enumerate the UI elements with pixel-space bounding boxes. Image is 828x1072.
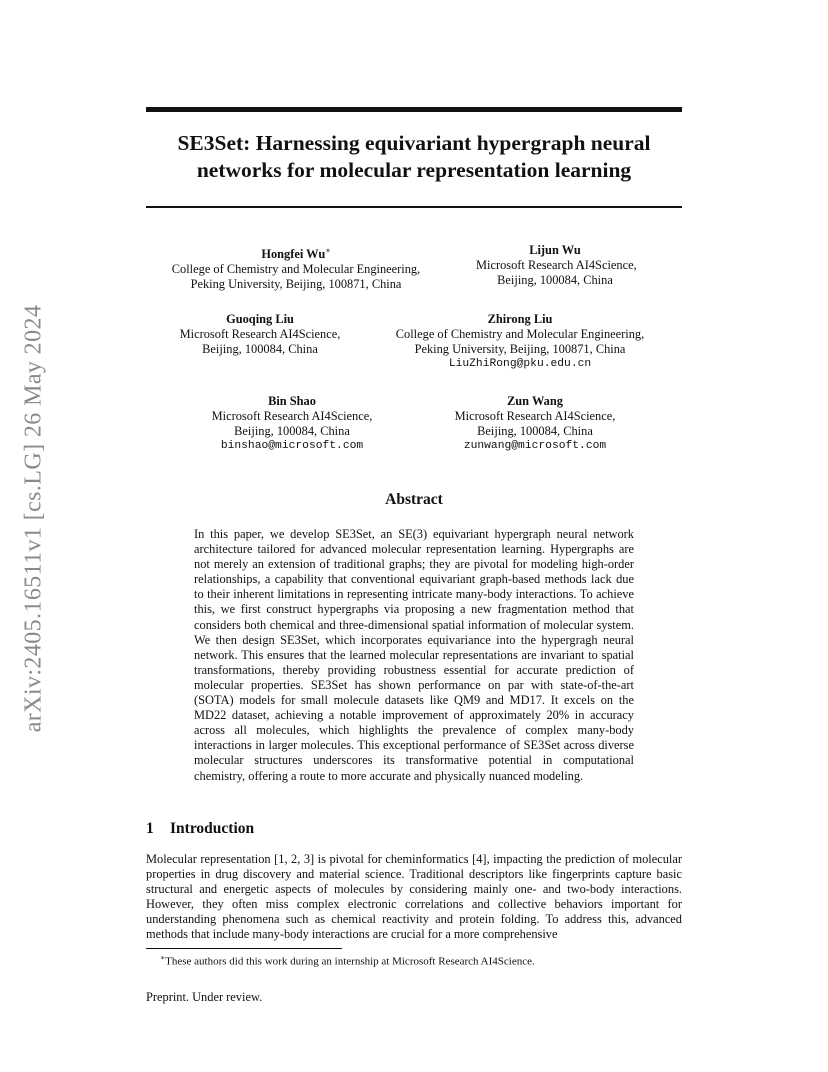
section-number: 1 — [146, 820, 154, 837]
section-heading — [146, 819, 682, 839]
author-block — [200, 394, 384, 454]
author-affiliation: Peking University, Beijing, 100871, China — [190, 277, 402, 292]
author-name: Zhirong Liu — [487, 312, 553, 326]
author-name: Lijun Wu — [529, 243, 581, 257]
author-affiliation: Beijing, 100084, China — [477, 424, 593, 438]
author-block — [444, 394, 626, 454]
footnote — [160, 951, 680, 969]
author-affiliation: Microsoft Research AI4Science, — [211, 409, 373, 423]
introduction-text: Molecular representation [1, 2, 3] is pivotal for cheminformatics [4], impacting the prediction of molecular properties in drug discovery and material science. Traditional descriptors like fingerprints capture basic structural and energetic aspects of molecules by considering mainly one- and two-body interactions. However, they often miss complex electronic correlations and collective behaviors important for understanding phenomena such as chemical reactivity and protein folding. To address this, advanced methods that include many-body interactions are crucial for a more comprehensive — [146, 852, 682, 942]
paper-title: SE3Set: Harnessing equivariant hypergraph neural networks for molecular representation learning — [177, 131, 651, 182]
author-affiliation: Peking University, Beijing, 100871, China — [414, 342, 626, 356]
author-affiliation: Beijing, 100084, China — [234, 424, 350, 438]
title-bottom-rule — [146, 206, 682, 208]
footnote-mark: ∗ — [160, 953, 166, 962]
author-block — [476, 243, 637, 288]
author-affiliation: Microsoft Research AI4Science, — [179, 327, 341, 341]
footnote-rule — [146, 948, 342, 949]
author-name: Guoqing Liu — [226, 312, 294, 326]
preprint-note: Preprint. Under review. — [146, 990, 263, 1004]
arxiv-side-stamp — [14, 276, 54, 760]
title-top-rule — [146, 107, 682, 112]
author-email: zunwang@microsoft.com — [463, 440, 607, 452]
author-affiliation: Microsoft Research AI4Science, — [476, 258, 637, 272]
arxiv-identifier: arXiv:2405.16511v1 [cs.LG] 26 May 2024 — [20, 304, 47, 732]
author-name: Zun Wang — [507, 394, 563, 408]
author-affiliation: Beijing, 100084, China — [202, 342, 318, 356]
author-affiliation: Beijing, 100084, China — [497, 273, 613, 287]
section-title: Introduction — [170, 820, 255, 837]
author-name: Bin Shao — [268, 394, 316, 408]
author-block — [382, 312, 658, 372]
author-affiliation: College of Chemistry and Molecular Engineering, — [171, 262, 421, 277]
footnote-text: These authors did this work during an internship at Microsoft Research AI4Science. — [165, 955, 535, 968]
author-affiliation: Microsoft Research AI4Science, — [454, 409, 616, 423]
author-email: LiuZhiRong@pku.edu.cn — [448, 358, 592, 370]
author-affiliation: College of Chemistry and Molecular Engineering, — [395, 327, 645, 341]
author-name: Hongfei Wu — [261, 247, 326, 262]
author-mark: ∗ — [325, 246, 331, 255]
abstract-heading: Abstract — [385, 491, 443, 508]
author-block — [146, 243, 446, 292]
author-email: binshao@microsoft.com — [220, 440, 364, 452]
author-name-line — [146, 243, 446, 262]
abstract-text: In this paper, we develop SE3Set, an SE(3) equivariant hypergraph neural network architecture tailored for advanced molecular representation learning. Hypergraphs are not merely an extension of traditional graphs; they are pivotal for modeling high-order relationships, a capability that conventional equivariant graph-based methods lack due to their inherent limitations in representing intricate many-body interactions. To achieve this, we first construct hypergraphs via proposing a new fragmentation method that considers both chemical and three-dimensional spatial information of molecular system. We then design SE3Set, which incorporates equivariance into the hypergragh neural network. This ensures that the learned molecular representations are invariant to spatial transformations, thereby providing robustness essential for accurate prediction of molecular properties. SE3Set has shown performance on par with state-of-the-art (SOTA) models for small molecule datasets like QM9 and MD17. It excels on the MD22 dataset, achieving a notable improvement of approximately 20% in accuracy across all molecules, which highlights the prevalence of complex many-body interactions in larger molecules. This exceptional performance of SE3Set across diverse molecular structures underscores its transformative potential in computational chemistry, offering a route to more accurate and physically nuanced modeling. — [194, 527, 634, 783]
author-block — [170, 312, 350, 357]
